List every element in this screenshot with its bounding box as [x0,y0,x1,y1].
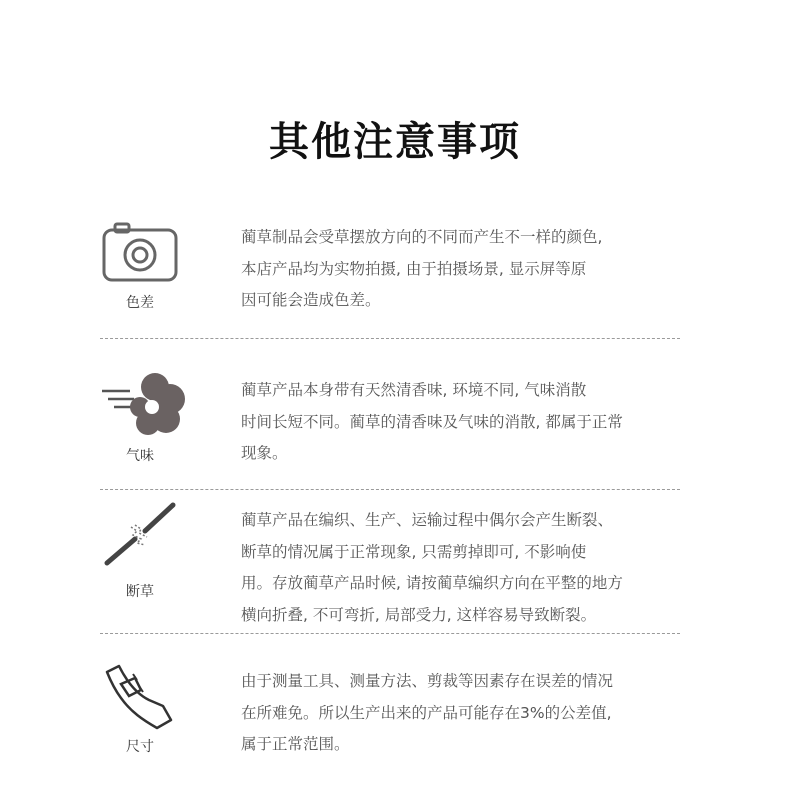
icon-label: 尺寸 [126,739,154,755]
page-title: 其他注意事项 [269,118,521,165]
notice-text: 蔺草产品本身带有天然清香味, 环境不同, 气味消散 时间长短不同。蔺草的清香味及气味的消散, 都属于正常 现象。 [241,381,623,462]
section-divider [100,489,680,490]
notice-text: 蔺草产品在编织、生产、运输过程中偶尔会产生断裂、 断草的情况属于正常现象, 只需剪掉即可, 不影响使 用。存放蔺草产品时候, 请按蔺草编织方向在平整的地方 横向折叠, 不可弯折, 局部受力, 这样容易导致断裂。 [241,511,623,624]
icon-label: 断草 [126,584,154,600]
notice-text: 由于测量工具、测量方法、剪裁等因素存在误差的情况 在所难免。所以生产出来的产品可能存在3%的公差值, 属于正常范围。 [241,672,614,753]
smell-cloud-icon [100,369,190,437]
tape-measure-icon [103,664,177,730]
section-divider [100,633,680,634]
icon-label: 气味 [126,448,154,464]
icon-label: 色差 [126,295,154,311]
camera-icon [101,222,179,284]
notice-text: 蔺草制品会受草摆放方向的不同而产生不一样的颜色, 本店产品均为实物拍摄, 由于拍摄场景, 显示屏等原 因可能会造成色差。 [241,228,603,309]
section-divider [100,338,680,339]
broken-straw-icon [101,501,179,569]
